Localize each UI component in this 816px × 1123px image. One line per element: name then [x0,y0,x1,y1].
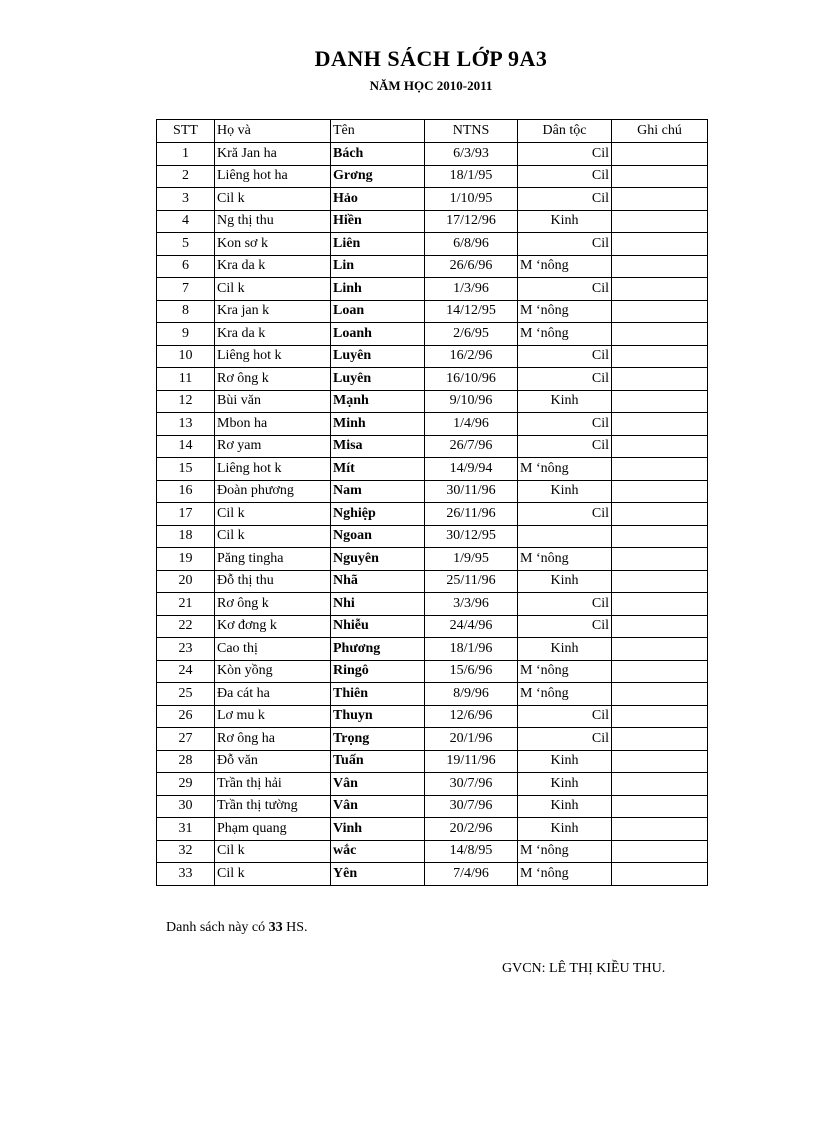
table-row [157,683,708,706]
cell-stt: 11 [157,368,215,391]
cell-dan-toc: M ‘nông [518,683,612,706]
cell-ten: Hiền [331,210,425,233]
header-dan-toc: Dân tộc [518,120,612,143]
cell-ho: Bùi văn [215,390,331,413]
table-row [157,503,708,526]
cell-ten: Thuyn [331,705,425,728]
cell-stt: 4 [157,210,215,233]
cell-stt: 13 [157,413,215,436]
cell-dan-toc: M ‘nông [518,863,612,886]
table-row [157,705,708,728]
table-row [157,413,708,436]
cell-ten: Nhã [331,570,425,593]
cell-ten: Vân [331,773,425,796]
cell-ntns: 30/11/96 [425,480,518,503]
cell-stt: 28 [157,750,215,773]
cell-ghi-chu [612,548,708,571]
cell-ten: Nam [331,480,425,503]
cell-dan-toc: Cil [518,233,612,256]
table-row [157,728,708,751]
table-row [157,570,708,593]
cell-ten: Bách [331,143,425,166]
cell-dan-toc: Cil [518,165,612,188]
cell-stt: 21 [157,593,215,616]
cell-ho: Cil k [215,188,331,211]
cell-stt: 24 [157,660,215,683]
cell-ghi-chu [612,480,708,503]
student-count-note [166,920,308,936]
cell-ten: Hảo [331,188,425,211]
cell-stt: 29 [157,773,215,796]
roster-body [157,143,708,886]
cell-ghi-chu [612,255,708,278]
cell-ghi-chu [612,638,708,661]
cell-ho: Mbon ha [215,413,331,436]
cell-ghi-chu [612,165,708,188]
cell-ten: Yên [331,863,425,886]
table-row [157,255,708,278]
cell-ntns: 30/7/96 [425,795,518,818]
cell-ghi-chu [612,503,708,526]
cell-ghi-chu [612,863,708,886]
note-suffix: HS. [282,920,308,935]
cell-ntns: 18/1/96 [425,638,518,661]
cell-stt: 2 [157,165,215,188]
table-row [157,840,708,863]
cell-ten: Minh [331,413,425,436]
table-row [157,593,708,616]
cell-ghi-chu [612,615,708,638]
cell-ntns: 12/6/96 [425,705,518,728]
cell-ten: Thiên [331,683,425,706]
cell-ghi-chu [612,413,708,436]
note-prefix: Danh sách này có [166,920,269,935]
cell-ntns: 14/8/95 [425,840,518,863]
cell-ten: Luyên [331,368,425,391]
cell-ten: Vân [331,795,425,818]
cell-stt: 15 [157,458,215,481]
cell-dan-toc: Cil [518,435,612,458]
header-ntns: NTNS [425,120,518,143]
cell-dan-toc: Kinh [518,480,612,503]
cell-stt: 22 [157,615,215,638]
cell-stt: 20 [157,570,215,593]
cell-ho: Kon sơ k [215,233,331,256]
cell-ntns: 1/3/96 [425,278,518,301]
cell-ghi-chu [612,840,708,863]
table-row [157,188,708,211]
cell-dan-toc: M ‘nông [518,458,612,481]
cell-dan-toc: Kinh [518,638,612,661]
table-row [157,368,708,391]
cell-ho: Liêng hot k [215,345,331,368]
cell-ho: Đoàn phương [215,480,331,503]
header-ghi-chu: Ghi chú [612,120,708,143]
cell-ghi-chu [612,570,708,593]
cell-ho: Rơ ông k [215,368,331,391]
table-row [157,278,708,301]
cell-dan-toc: Cil [518,615,612,638]
cell-ten: Trọng [331,728,425,751]
header-ten: Tên [331,120,425,143]
cell-stt: 1 [157,143,215,166]
table-row [157,345,708,368]
cell-ntns: 17/12/96 [425,210,518,233]
cell-stt: 19 [157,548,215,571]
cell-dan-toc: M ‘nông [518,660,612,683]
cell-stt: 25 [157,683,215,706]
cell-ho: Păng tingha [215,548,331,571]
cell-ghi-chu [612,233,708,256]
cell-dan-toc: M ‘nông [518,548,612,571]
cell-ghi-chu [612,660,708,683]
cell-ntns: 15/6/96 [425,660,518,683]
cell-ten: wắc [331,840,425,863]
cell-stt: 3 [157,188,215,211]
cell-stt: 5 [157,233,215,256]
header-stt: STT [157,120,215,143]
cell-ho: Rơ ông k [215,593,331,616]
cell-ten: Grơng [331,165,425,188]
cell-dan-toc: Kinh [518,570,612,593]
table-row [157,300,708,323]
cell-ten: Tuấn [331,750,425,773]
cell-stt: 18 [157,525,215,548]
cell-ten: Phương [331,638,425,661]
table-row [157,210,708,233]
cell-ten: Vinh [331,818,425,841]
cell-dan-toc: Cil [518,413,612,436]
cell-dan-toc: M ‘nông [518,255,612,278]
cell-stt: 33 [157,863,215,886]
cell-ho: Kơ đơng k [215,615,331,638]
table-row [157,480,708,503]
cell-ho: Cao thị [215,638,331,661]
cell-ghi-chu [612,750,708,773]
cell-ntns: 16/10/96 [425,368,518,391]
cell-ho: Liêng hot k [215,458,331,481]
cell-ten: Luyên [331,345,425,368]
cell-dan-toc: Cil [518,278,612,301]
cell-ho: Kòn yồng [215,660,331,683]
table-row [157,390,708,413]
table-row [157,143,708,166]
cell-ten: Mít [331,458,425,481]
cell-ntns: 18/1/95 [425,165,518,188]
cell-dan-toc: Cil [518,593,612,616]
cell-stt: 31 [157,818,215,841]
cell-stt: 10 [157,345,215,368]
cell-stt: 17 [157,503,215,526]
cell-ho: Cil k [215,840,331,863]
table-row [157,525,708,548]
cell-ho: Đa cát ha [215,683,331,706]
cell-ten: Nhi [331,593,425,616]
table-row [157,638,708,661]
cell-ho: Rơ yam [215,435,331,458]
header-ho: Họ và [215,120,331,143]
cell-ten: Nghiệp [331,503,425,526]
cell-ntns: 8/9/96 [425,683,518,706]
cell-ho: Cil k [215,525,331,548]
cell-stt: 8 [157,300,215,323]
student-count: 33 [268,920,283,935]
table-row [157,548,708,571]
cell-ntns: 30/7/96 [425,773,518,796]
cell-ntns: 6/3/93 [425,143,518,166]
cell-ten: Loanh [331,323,425,346]
table-row [157,750,708,773]
cell-ntns: 26/6/96 [425,255,518,278]
cell-ntns: 1/9/95 [425,548,518,571]
cell-dan-toc: M ‘nông [518,300,612,323]
cell-ho: Rơ ông ha [215,728,331,751]
cell-dan-toc: Kinh [518,818,612,841]
cell-ho: Cil k [215,863,331,886]
cell-ntns: 20/1/96 [425,728,518,751]
cell-ten: Ngoan [331,525,425,548]
cell-ho: Liêng hot ha [215,165,331,188]
cell-ghi-chu [612,705,708,728]
cell-stt: 9 [157,323,215,346]
cell-ntns: 20/2/96 [425,818,518,841]
table-row [157,435,708,458]
cell-ntns: 3/3/96 [425,593,518,616]
cell-ho: Kră Jan ha [215,143,331,166]
cell-ghi-chu [612,683,708,706]
cell-ghi-chu [612,323,708,346]
cell-ghi-chu [612,525,708,548]
cell-stt: 32 [157,840,215,863]
cell-dan-toc: Cil [518,728,612,751]
cell-ho: Phạm quang [215,818,331,841]
cell-ntns: 19/11/96 [425,750,518,773]
table-row [157,660,708,683]
cell-ghi-chu [612,143,708,166]
cell-stt: 26 [157,705,215,728]
cell-dan-toc [518,525,612,548]
class-roster-table [156,119,708,886]
cell-dan-toc: Cil [518,503,612,526]
cell-ten: Mạnh [331,390,425,413]
cell-dan-toc: Cil [518,345,612,368]
cell-ten: Ringô [331,660,425,683]
cell-ghi-chu [612,593,708,616]
cell-ntns: 1/4/96 [425,413,518,436]
cell-ntns: 1/10/95 [425,188,518,211]
cell-ghi-chu [612,390,708,413]
cell-ten: Misa [331,435,425,458]
cell-ghi-chu [612,188,708,211]
cell-ten: Linh [331,278,425,301]
cell-ghi-chu [612,368,708,391]
cell-stt: 6 [157,255,215,278]
cell-ntns: 25/11/96 [425,570,518,593]
table-row [157,773,708,796]
cell-ghi-chu [612,818,708,841]
cell-ho: Kra jan k [215,300,331,323]
cell-ho: Đỗ thị thu [215,570,331,593]
table-row [157,795,708,818]
cell-stt: 14 [157,435,215,458]
cell-dan-toc: Cil [518,143,612,166]
table-row [157,863,708,886]
table-row [157,165,708,188]
cell-ntns: 7/4/96 [425,863,518,886]
cell-ten: Nguyên [331,548,425,571]
cell-ten: Nhiễu [331,615,425,638]
cell-dan-toc: Cil [518,705,612,728]
cell-ntns: 16/2/96 [425,345,518,368]
cell-dan-toc: Kinh [518,750,612,773]
cell-ntns: 6/8/96 [425,233,518,256]
cell-dan-toc: Cil [518,368,612,391]
cell-ten: Loan [331,300,425,323]
cell-dan-toc: Kinh [518,390,612,413]
cell-stt: 12 [157,390,215,413]
cell-dan-toc: Kinh [518,795,612,818]
cell-ntns: 24/4/96 [425,615,518,638]
school-year-subtitle: NĂM HỌC 2010-2011 [369,78,493,93]
table-row [157,233,708,256]
table-row [157,818,708,841]
cell-ntns: 14/9/94 [425,458,518,481]
cell-ho: Kra da k [215,255,331,278]
cell-ghi-chu [612,345,708,368]
cell-ghi-chu [612,773,708,796]
cell-ho: Đỗ văn [215,750,331,773]
cell-ho: Ng thị thu [215,210,331,233]
cell-ntns: 26/11/96 [425,503,518,526]
cell-ten: Liên [331,233,425,256]
cell-dan-toc: Kinh [518,210,612,233]
cell-ntns: 9/10/96 [425,390,518,413]
cell-stt: 23 [157,638,215,661]
cell-dan-toc: Kinh [518,773,612,796]
cell-ghi-chu [612,278,708,301]
cell-ho: Lơ mu k [215,705,331,728]
cell-ntns: 26/7/96 [425,435,518,458]
cell-stt: 16 [157,480,215,503]
cell-ho: Cil k [215,278,331,301]
cell-ghi-chu [612,435,708,458]
cell-stt: 30 [157,795,215,818]
cell-ghi-chu [612,795,708,818]
cell-stt: 7 [157,278,215,301]
cell-dan-toc: Cil [518,188,612,211]
cell-ntns: 14/12/95 [425,300,518,323]
cell-ho: Trần thị hải [215,773,331,796]
cell-ho: Trần thị tường [215,795,331,818]
cell-stt: 27 [157,728,215,751]
cell-ghi-chu [612,728,708,751]
homeroom-teacher: GVCN: LÊ THỊ KIỀU THU. [502,961,666,976]
cell-ghi-chu [612,458,708,481]
cell-ho: Kra da k [215,323,331,346]
cell-dan-toc: M ‘nông [518,840,612,863]
table-row [157,323,708,346]
cell-ghi-chu [612,300,708,323]
table-row [157,615,708,638]
page-title: DANH SÁCH LỚP 9A3 [314,46,548,71]
cell-dan-toc: M ‘nông [518,323,612,346]
table-header-row [157,120,708,143]
cell-ntns: 2/6/95 [425,323,518,346]
cell-ten: Lin [331,255,425,278]
cell-ntns: 30/12/95 [425,525,518,548]
cell-ho: Cil k [215,503,331,526]
cell-ghi-chu [612,210,708,233]
table-row [157,458,708,481]
